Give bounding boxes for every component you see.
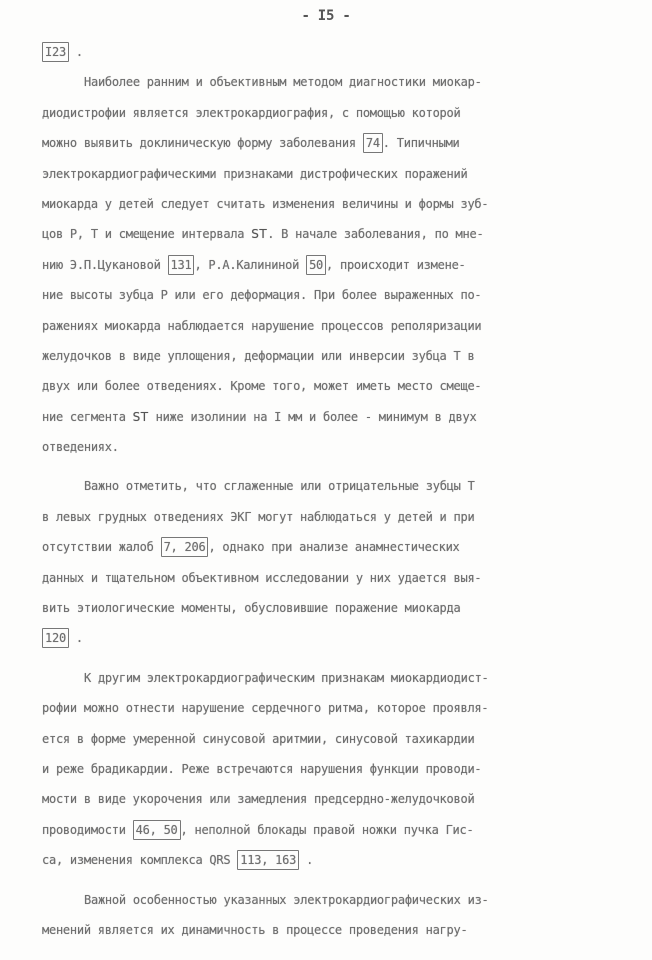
- text-line: [42, 402, 612, 432]
- text-run: ражениях миокарда наблюдается нарушение процессов реполяризации: [42, 318, 482, 333]
- citation-reference: 131: [168, 255, 195, 275]
- text-run: данных и тщательном объективном исследовании у них удается выя-: [42, 570, 482, 585]
- text-line: [42, 724, 612, 754]
- text-run: .: [68, 45, 83, 59]
- paragraph-gap: [42, 654, 612, 663]
- text-run: в левых грудных отведениях ЭКГ могут наблюдаться у детей и при: [42, 509, 475, 524]
- text-line: [42, 189, 612, 219]
- text-run: мости в виде укорочения или замедления предсердно-желудочковой: [42, 792, 475, 807]
- latin-term: ST: [251, 227, 268, 242]
- text-line: [42, 341, 612, 371]
- page-number: - I5 -: [301, 8, 351, 24]
- paragraph-gap: [42, 876, 612, 885]
- text-line: [42, 280, 612, 310]
- text-run: Наиболее ранним и объективным методом диагностики миокар-: [84, 75, 482, 90]
- text-run: ние сегмента: [42, 409, 133, 424]
- text-run: вить этиологические моменты, обусловившие поражение миокарда: [42, 601, 461, 616]
- text-line: [42, 784, 612, 814]
- text-line: [42, 311, 612, 341]
- text-run: цов Р, Т и смещение интервала: [42, 227, 252, 242]
- text-run: проводимости: [42, 822, 133, 837]
- text-run: нию Э.П.Цукановой: [42, 257, 168, 272]
- citation-reference: I23: [42, 42, 69, 62]
- text-run: желудочков в виде уплощения, деформации или инверсии зубца Т в: [42, 348, 475, 363]
- text-run: са, изменения комплекса QRS: [42, 853, 238, 868]
- body-text: [42, 37, 612, 945]
- text-run: , неполной блокады правой ножки пучка Гис-: [180, 822, 474, 837]
- text-run: ниже изолинии на I мм и более - минимум в двух: [148, 409, 477, 424]
- text-line: [42, 502, 612, 532]
- text-run: миокарда у детей следует считать изменения величины и формы зуб-: [42, 196, 489, 211]
- text-run: Важной особенностью указанных электрокардиографических из-: [84, 892, 489, 907]
- text-run: и реже брадикардии. Реже встречаются нарушения функции проводи-: [42, 761, 482, 776]
- text-run: можно выявить доклиническую форму заболевания: [42, 136, 363, 151]
- text-run: К другим электрокардиографическим признакам миокардиодист-: [84, 670, 489, 685]
- text-run: рофии можно отнести нарушение сердечного ритма, которое проявля-: [42, 701, 489, 716]
- text-run: электрокардиографическими признаками дистрофических поражений: [42, 166, 468, 181]
- text-run: отсутствии жалоб: [42, 540, 161, 555]
- citation-reference: 50: [306, 255, 326, 275]
- text-run: двух или более отведениях. Кроме того, может иметь место смеще-: [42, 379, 482, 394]
- text-line: [42, 219, 612, 249]
- text-line: [42, 754, 612, 784]
- text-line: [42, 37, 612, 67]
- text-line: [42, 371, 612, 401]
- paragraph: [42, 663, 612, 876]
- text-line: [42, 915, 612, 945]
- text-run: отведениях.: [42, 440, 119, 455]
- text-run: , Р.А.Калининой: [194, 257, 307, 272]
- text-line: [42, 815, 612, 845]
- text-run: Важно отметить, что сглаженные или отрицательные зубцы Т: [84, 479, 475, 494]
- citation-reference: 7, 206: [161, 537, 209, 557]
- text-line: [42, 593, 612, 623]
- citation-reference: 113, 163: [237, 850, 299, 870]
- text-run: , происходит измене-: [326, 257, 466, 272]
- latin-term: ST: [132, 409, 149, 424]
- text-line: [42, 623, 612, 653]
- text-line: [42, 67, 612, 97]
- paragraph: [42, 67, 612, 462]
- text-run: ние высоты зубца Р или его деформация. При более выраженных по-: [42, 288, 482, 303]
- citation-reference: 120: [42, 628, 69, 648]
- text-line: [42, 532, 612, 562]
- paragraph-gap: [42, 462, 612, 471]
- citation-reference: 74: [363, 133, 383, 153]
- paragraph: [42, 37, 612, 67]
- text-line: [42, 471, 612, 501]
- citation-reference: 46, 50: [133, 820, 181, 840]
- text-line: [42, 128, 612, 158]
- text-line: [42, 432, 612, 462]
- text-run: менений является их динамичность в процессе проведения нагру-: [42, 922, 468, 937]
- text-line: [42, 563, 612, 593]
- text-line: [42, 159, 612, 189]
- text-line: [42, 98, 612, 128]
- text-run: .: [299, 853, 314, 868]
- text-run: , однако при анализе анамнестических: [208, 540, 460, 555]
- text-line: [42, 663, 612, 693]
- paragraph: [42, 885, 612, 946]
- text-line: [42, 885, 612, 915]
- text-run: . В начале заболевания, по мне-: [267, 227, 484, 242]
- text-line: [42, 250, 612, 280]
- text-line: [42, 845, 612, 875]
- paragraph: [42, 471, 612, 653]
- text-run: . Типичными: [382, 136, 460, 151]
- text-run: диодистрофии является электрокардиография, с помощью которой: [42, 105, 461, 120]
- text-line: [42, 693, 612, 723]
- text-run: ется в форме умеренной синусовой аритмии, синусовой тахикардии: [42, 731, 475, 746]
- text-run: .: [68, 631, 83, 646]
